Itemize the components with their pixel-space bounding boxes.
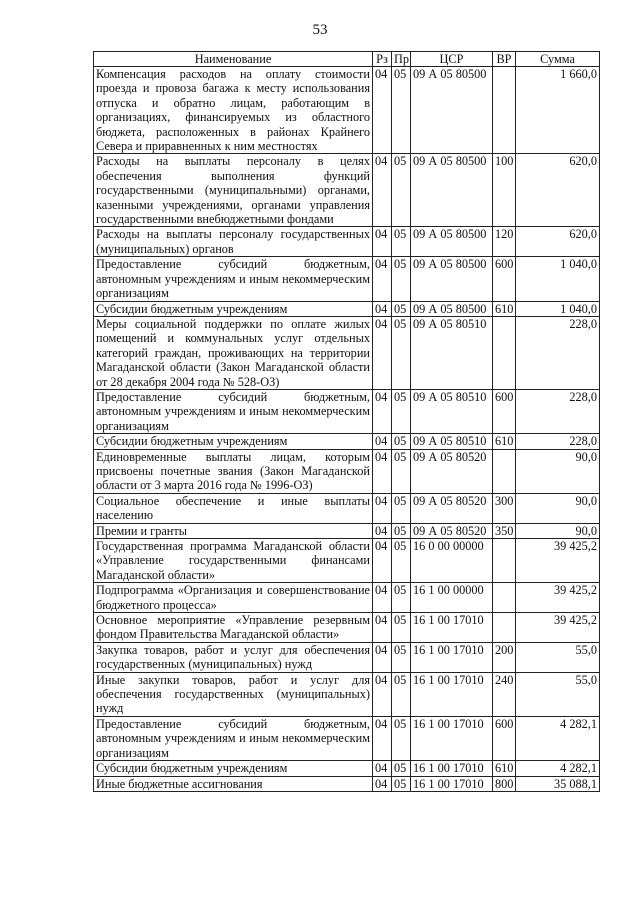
row-name: Иные бюджетные ассигнования — [94, 776, 373, 791]
table-row — [94, 67, 600, 154]
table-row — [94, 672, 600, 716]
row-name: Субсидии бюджетным учреждениям — [94, 761, 373, 776]
row-sum: 4 282,1 — [516, 761, 600, 776]
row-pr: 05 — [392, 449, 411, 493]
row-vr — [493, 613, 516, 643]
table-row — [94, 449, 600, 493]
row-pr: 05 — [392, 642, 411, 672]
row-csr: 09 А 05 80520 — [411, 523, 493, 538]
row-csr: 16 1 00 17010 — [411, 716, 493, 760]
row-sum: 228,0 — [516, 389, 600, 433]
row-sum: 39 425,2 — [516, 613, 600, 643]
row-vr: 610 — [493, 761, 516, 776]
row-csr: 16 1 00 17010 — [411, 761, 493, 776]
row-csr: 09 А 05 80500 — [411, 154, 493, 227]
row-vr — [493, 449, 516, 493]
header-rz: Рз — [373, 52, 392, 67]
row-name: Подпрограмма «Организация и совершенствование бюджетного процесса» — [94, 583, 373, 613]
row-name: Субсидии бюджетным учреждениям — [94, 434, 373, 449]
table-row — [94, 301, 600, 316]
row-sum: 35 088,1 — [516, 776, 600, 791]
row-sum: 55,0 — [516, 642, 600, 672]
row-csr: 09 А 05 80510 — [411, 434, 493, 449]
row-rz: 04 — [373, 761, 392, 776]
row-rz: 04 — [373, 716, 392, 760]
row-rz: 04 — [373, 434, 392, 449]
row-csr: 16 1 00 17010 — [411, 672, 493, 716]
row-pr: 05 — [392, 716, 411, 760]
row-csr: 09 А 05 80510 — [411, 316, 493, 389]
row-pr: 05 — [392, 434, 411, 449]
row-vr: 100 — [493, 154, 516, 227]
row-pr: 05 — [392, 389, 411, 433]
row-pr: 05 — [392, 493, 411, 523]
table-row — [94, 389, 600, 433]
row-sum: 90,0 — [516, 449, 600, 493]
budget-table — [93, 51, 600, 792]
row-name: Расходы на выплаты персоналу государственных (муниципальных) органов — [94, 227, 373, 257]
row-rz: 04 — [373, 316, 392, 389]
row-name: Меры социальной поддержки по оплате жилых помещений и коммунальных услуг отдельных категорий граждан, проживающих на территории Магаданской области (Закон Магаданской области от 28 декабря 2004 года № 528-ОЗ) — [94, 316, 373, 389]
row-vr: 350 — [493, 523, 516, 538]
row-vr: 800 — [493, 776, 516, 791]
row-pr: 05 — [392, 761, 411, 776]
row-rz: 04 — [373, 449, 392, 493]
row-sum: 1 040,0 — [516, 257, 600, 301]
row-pr: 05 — [392, 613, 411, 643]
row-csr: 09 А 05 80500 — [411, 67, 493, 154]
row-name: Предоставление субсидий бюджетным, автономным учреждениям и иным некоммерческим организациям — [94, 389, 373, 433]
row-csr: 09 А 05 80500 — [411, 301, 493, 316]
table-row — [94, 761, 600, 776]
row-name: Закупка товаров, работ и услуг для обеспечения государственных (муниципальных) нужд — [94, 642, 373, 672]
row-rz: 04 — [373, 227, 392, 257]
row-vr: 300 — [493, 493, 516, 523]
header-vr: ВР — [493, 52, 516, 67]
table-row — [94, 613, 600, 643]
row-sum: 39 425,2 — [516, 539, 600, 583]
row-rz: 04 — [373, 389, 392, 433]
row-sum: 39 425,2 — [516, 583, 600, 613]
page-number: 53 — [312, 22, 328, 38]
row-csr: 09 А 05 80500 — [411, 257, 493, 301]
row-sum: 4 282,1 — [516, 716, 600, 760]
row-rz: 04 — [373, 583, 392, 613]
row-rz: 04 — [373, 493, 392, 523]
row-pr: 05 — [392, 539, 411, 583]
row-pr: 05 — [392, 316, 411, 389]
row-name: Единовременные выплаты лицам, которым присвоены почетные звания (Закон Магаданской области от 3 марта 2016 года № 1996-ОЗ) — [94, 449, 373, 493]
table-body — [94, 67, 600, 792]
row-sum: 55,0 — [516, 672, 600, 716]
table-row — [94, 583, 600, 613]
row-pr: 05 — [392, 301, 411, 316]
row-rz: 04 — [373, 539, 392, 583]
row-sum: 228,0 — [516, 434, 600, 449]
row-pr: 05 — [392, 154, 411, 227]
table-row — [94, 523, 600, 538]
table-row — [94, 434, 600, 449]
table-row — [94, 316, 600, 389]
row-rz: 04 — [373, 67, 392, 154]
row-name: Иные закупки товаров, работ и услуг для обеспечения государственных (муниципальных) нужд — [94, 672, 373, 716]
table-row — [94, 493, 600, 523]
row-vr: 610 — [493, 301, 516, 316]
row-name: Компенсация расходов на оплату стоимости проезда и провоза багажа к месту использования отпуска и обратно лицам, работающим в организациях, финансируемых из областного бюджета, расположенных в районах Крайнего Севера и приравненных к ним местностях — [94, 67, 373, 154]
row-sum: 1 660,0 — [516, 67, 600, 154]
table-header-row — [94, 52, 600, 67]
row-name: Основное мероприятие «Управление резервным фондом Правительства Магаданской области» — [94, 613, 373, 643]
row-name: Расходы на выплаты персоналу в целях обеспечения выполнения функций государственными (муниципальными) органами, казенными учреждениями, органами управления государственными внебюджетными фондами — [94, 154, 373, 227]
row-vr — [493, 316, 516, 389]
row-rz: 04 — [373, 257, 392, 301]
row-csr: 16 1 00 17010 — [411, 642, 493, 672]
row-rz: 04 — [373, 642, 392, 672]
row-pr: 05 — [392, 257, 411, 301]
table-row — [94, 642, 600, 672]
table-row — [94, 539, 600, 583]
row-sum: 620,0 — [516, 154, 600, 227]
row-vr: 600 — [493, 257, 516, 301]
row-sum: 620,0 — [516, 227, 600, 257]
row-csr: 16 1 00 17010 — [411, 776, 493, 791]
row-sum: 228,0 — [516, 316, 600, 389]
row-name: Предоставление субсидий бюджетным, автономным учреждениям и иным некоммерческим организациям — [94, 716, 373, 760]
table-row — [94, 227, 600, 257]
row-vr: 200 — [493, 642, 516, 672]
row-pr: 05 — [392, 227, 411, 257]
row-vr — [493, 67, 516, 154]
row-vr — [493, 583, 516, 613]
row-sum: 90,0 — [516, 523, 600, 538]
row-vr: 600 — [493, 716, 516, 760]
row-name: Субсидии бюджетным учреждениям — [94, 301, 373, 316]
row-name: Государственная программа Магаданской области «Управление государственными финансами Магаданской области» — [94, 539, 373, 583]
row-rz: 04 — [373, 672, 392, 716]
row-csr: 09 А 05 80520 — [411, 493, 493, 523]
row-vr: 120 — [493, 227, 516, 257]
row-vr: 610 — [493, 434, 516, 449]
row-csr: 09 А 05 80510 — [411, 389, 493, 433]
row-rz: 04 — [373, 154, 392, 227]
row-vr: 240 — [493, 672, 516, 716]
row-rz: 04 — [373, 301, 392, 316]
row-pr: 05 — [392, 67, 411, 154]
row-rz: 04 — [373, 613, 392, 643]
table-row — [94, 776, 600, 791]
table-row — [94, 257, 600, 301]
row-pr: 05 — [392, 523, 411, 538]
row-vr — [493, 539, 516, 583]
row-rz: 04 — [373, 776, 392, 791]
row-pr: 05 — [392, 776, 411, 791]
row-name: Социальное обеспечение и иные выплаты населению — [94, 493, 373, 523]
row-rz: 04 — [373, 523, 392, 538]
row-csr: 16 0 00 00000 — [411, 539, 493, 583]
row-vr: 600 — [493, 389, 516, 433]
header-sum: Сумма — [516, 52, 600, 67]
row-csr: 09 А 05 80520 — [411, 449, 493, 493]
table-row — [94, 154, 600, 227]
row-name: Премии и гранты — [94, 523, 373, 538]
row-sum: 90,0 — [516, 493, 600, 523]
table-row — [94, 716, 600, 760]
header-pr: Пр — [392, 52, 411, 67]
row-pr: 05 — [392, 672, 411, 716]
row-csr: 09 А 05 80500 — [411, 227, 493, 257]
row-csr: 16 1 00 00000 — [411, 583, 493, 613]
row-pr: 05 — [392, 583, 411, 613]
row-csr: 16 1 00 17010 — [411, 613, 493, 643]
header-name: Наименование — [94, 52, 373, 67]
row-sum: 1 040,0 — [516, 301, 600, 316]
row-name: Предоставление субсидий бюджетным, автономным учреждениям и иным некоммерческим организациям — [94, 257, 373, 301]
header-csr: ЦСР — [411, 52, 493, 67]
